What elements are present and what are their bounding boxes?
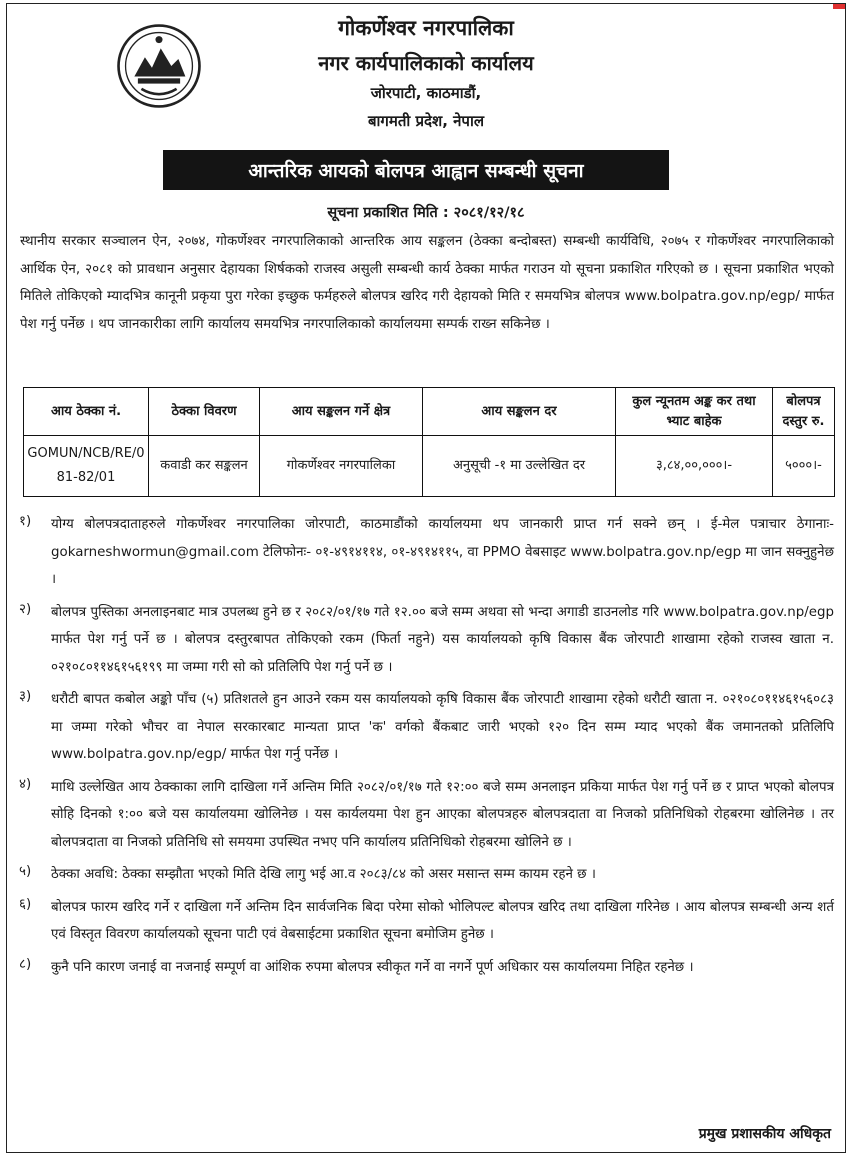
item-text: योग्य बोलपत्रदाताहरुले गोकर्णेश्वर नगरपालिका जोरपाटी, काठमाडौंको कार्यालयमा थप जानकारी प्राप्त गर्न सक्ने छन् । ई-मेल पत्राचार ठेगानाः- gokarneshwormun@gmail.com टेलिफोनः- ०१-४९१४११४, ०१-४९१४११५, वा PPMO वेबसाइट www.bolpatra.gov.np/egp मा जान सक्नुहुनेछ । [51, 517, 834, 587]
item-text: माथि उल्लेखित आय ठेक्काका लागि दाखिला गर्ने अन्तिम मिति २०८२/०१/१७ गते १२:०० बजे सम्म अनलाइन प्रकिया मार्फत पेश गर्नु पर्ने छ र प्राप्त भएको बोलपत्र सोहि दिनको १:०० बजे यस कार्यालयमा खोलिनेछ । यस कार्यलयमा पेश हुन आएका बोलपत्रहरु बोलपत्रदाता वा निजको प्रतिनिधिको रोहबरमा खोलिनेछ । तर बोलपत्रदाता वा निजको प्रतिनिधि सो समयमा उपस्थित नभए पनि कार्यालय प्रतिनिधिको रोहबरमा खोलिने छ । [51, 779, 834, 850]
item-number: ४) [19, 776, 32, 792]
item-text: धरौटी बापत कबोल अङ्को पाँच (५) प्रतिशतले हुन आउने रकम यस कार्यालयको कृषि विकास बैंक जोरपाटी शाखामा रहेको धरौटी खाता न. ०२१०८०११४६१५६०८३ मा जम्मा गरेको भौचर वा नेपाल सरकारबाट मान्यता प्राप्त 'क' वर्गको बैंकबाट जारी भएको १२० दिन सम्म म्याद भएको बैंक जमानतको प्रतिलिपि www.bolpatra.gov.np/egp/ मार्फत पेश गर्नु पर्नेछ । [51, 692, 834, 762]
cell-area: गोकर्णेश्वर नगरपालिका [260, 436, 423, 497]
item-number: ६) [19, 896, 32, 912]
col-header-rate: आय सङ्कलन दर [423, 388, 616, 436]
conditions-list [19, 511, 834, 986]
list-item [19, 861, 834, 889]
office-name: नगर कार्यपालिकाको कार्यालय [318, 51, 534, 75]
col-header-fee: बोलपत्र दस्तुर रु. [773, 388, 835, 436]
intro-paragraph: स्थानीय सरकार सञ्चालन ऐन, २०७४, गोकर्णेश्वर नगरपालिकाको आन्तरिक आय सङ्कलन (ठेक्का बन्दोबस्त) सम्बन्धी कार्यविधि, २०७५ र गोकर्णेश्वर नगरपालिकाको आर्थिक ऐन, २०८१ को प्रावधान अनुसार देहायका शिर्षकको राजस्व असुली सम्बन्धी कार्य ठेक्का मार्फत गराउन यो सूचना प्रकाशित गरिएको छ । सूचना प्रकाशित भएको मितिले तोकिएको म्यादभित्र कानूनी प्रकृया पुरा गरेका इच्छुक फर्महरुले बोलपत्र खरिद गरी देहायको मिति र समयभित्र बोलपत्र www.bolpatra.gov.np/egp/ मार्फत पेश गर्नु पर्नेछ । थप जानकारीका लागि कार्यालय समयभित्र नगरपालिकाको कार्यालयमा सम्पर्क राख्न सकिनेछ । [20, 234, 834, 332]
col-header-contract-no: आय ठेक्का नं. [24, 388, 149, 436]
notice-page [6, 3, 846, 1153]
province-name: बागमती प्रदेश, नेपाल [367, 112, 485, 130]
signature-title: प्रमुख प्रशासकीय अधिकृत [698, 1126, 831, 1142]
col-header-area: आय सङ्कलन गर्ने क्षेत्र [260, 388, 423, 436]
bid-table [23, 387, 835, 497]
list-item [19, 954, 834, 982]
municipality-name: गोकर्णेश्वर नगरपालिका [338, 16, 514, 40]
item-text: कुनै पनि कारण जनाई वा नजनाई सम्पूर्ण वा आंशिक रुपमा बोलपत्र स्वीकृत गर्ने वा नगर्ने पूर्ण अधिकार यस कार्यालयमा निहित रहनेछ । [51, 959, 694, 975]
cell-contract-no: GOMUN/NCB/RE/081-82/01 [24, 436, 149, 497]
corner-mark [833, 4, 845, 9]
item-text: बोलपत्र पुस्तिका अनलाइनबाट मात्र उपलब्ध हुने छ र २०८२/०१/१७ गते १२.०० बजे सम्म अथवा सो भन्दा अगाडी डाउनलोड गरि www.bolpatra.gov.np/egp मार्फत पेश गर्नु पर्ने छ । बोलपत्र दस्तुरबापत तोकिएको रकम (फिर्ता नहुने) यस कार्यालयको कृषि विकास बैंक जोरपाटी शाखामा रहेको राजस्व खाता न. ०२१०८०११४६१५६१९९ मा जम्मा गरी सो को प्रतिलिपि पेश गर्नु पर्ने छ । [51, 604, 834, 675]
list-item [19, 511, 834, 594]
item-number: ८) [19, 956, 32, 972]
cell-rate: अनुसूची -१ मा उल्लेखित दर [423, 436, 616, 497]
table-row [24, 436, 835, 497]
list-item [19, 774, 834, 857]
col-header-min-amount: कुल न्यूनतम अङ्क कर तथा भ्याट बाहेक [616, 388, 773, 436]
item-text: बोलपत्र फारम खरिद गर्ने र दाखिला गर्ने अन्तिम दिन सार्वजनिक बिदा परेमा सोको भोलिपल्ट बोलपत्र खरिद तथा दाखिला गरिनेछ । आय बोलपत्र सम्बन्धी अन्य शर्त एवं विस्तृत विवरण कार्यालयको सूचना पाटी एवं वेबसाईटमा प्रकाशित सूचना बमोजिम हुनेछ । [51, 899, 834, 942]
cell-fee: ५०००।- [773, 436, 835, 497]
table-header-row [24, 388, 835, 436]
notice-title: आन्तरिक आयको बोलपत्र आह्वान सम्बन्धी सूचना [163, 150, 669, 190]
col-header-description: ठेक्का विवरण [149, 388, 260, 436]
cell-description: कवाडी कर सङ्कलन [149, 436, 260, 497]
item-number: २) [19, 601, 32, 617]
office-address: जोरपाटी, काठमाडौं, [370, 84, 482, 102]
list-item [19, 599, 834, 682]
item-number: ३) [19, 689, 32, 704]
item-number: ५) [19, 864, 32, 879]
item-text: ठेक्का अवधि: ठेक्का सम्झौता भएको मिति देखि लागु भई आ.व २०८३/८४ को असर मसान्त सम्म कायम रहने छ । [51, 867, 596, 882]
published-date: सूचना प्रकाशित मिति : २०८१/१२/१८ [327, 205, 525, 221]
item-number: १) [19, 514, 32, 529]
list-item [19, 894, 834, 949]
list-item [19, 686, 834, 769]
cell-min-amount: ३,८४,००,०००।- [616, 436, 773, 497]
